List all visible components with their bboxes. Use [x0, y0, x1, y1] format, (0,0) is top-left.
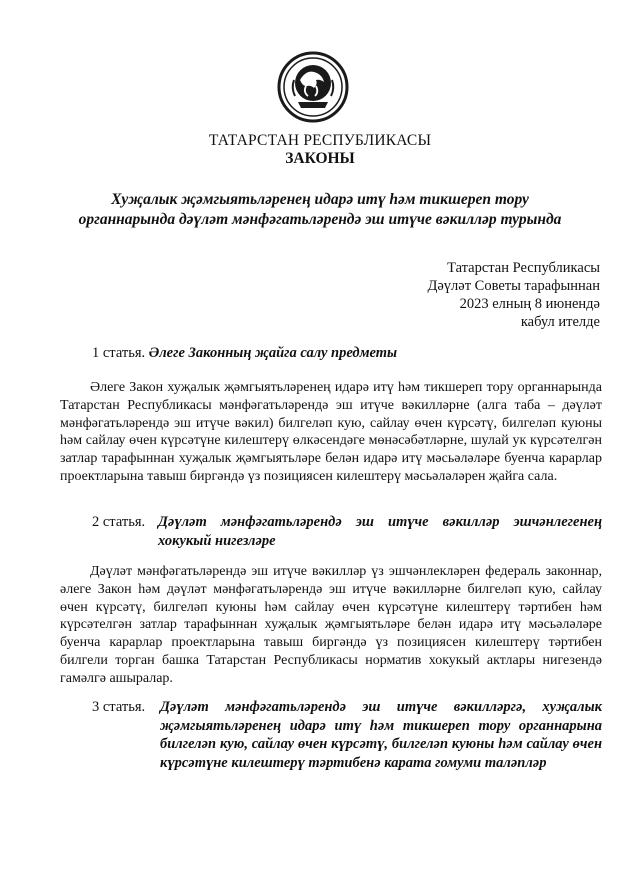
republic-heading: ТАТАРСТАН РЕСПУБЛИКАСЫ	[208, 132, 432, 149]
article-1-text: Әлеге Закон хуҗалык җәмгыятьләренең идарә итү һәм тикшереп тору органнарында Татарстан Республикасы мәнфәгатьләрендә эш итүче вәкилләрне (алга таба – дәүләт мәнфәгатьләрендә эш итүче вәкил) билгеләп кую, сайлау өчен күрсәтү, билгеләп куюны һәм сайлау өчен күрсәтүне килештерү өлкәсендәге мөнәсәбәтләрне, шулай ук күрсәтелгән затлар тарафыннан хуҗалык җәмгыятьләре белән идарә итү мәсьәләләре буенча карарлар проектларына тавыш биргәндә үз позициясен килештерү мәсьәләләрен җайга сала.	[60, 380, 602, 484]
article-3-heading	[92, 698, 602, 772]
article-1-title: Әлеге Законның җайга салу предметы	[148, 345, 398, 361]
adoption-line-3: 2023 елның 8 июнендә	[459, 296, 600, 312]
article-1-heading	[92, 344, 397, 362]
law-heading: ЗАКОНЫ	[285, 150, 355, 167]
law-title	[60, 190, 580, 230]
article-2-heading	[92, 513, 602, 550]
law-title-line-1: Хуҗалык җәмгыятьләренең идарә итү һәм тикшереп тору	[111, 191, 529, 208]
article-2-text: Дәүләт мәнфәгатьләрендә эш итүче вәкилләр үз эшчәнлекләрен федераль законнар, әлеге Закон һәм дәүләт мәнфәгатьләрендә эш итүче вәкилләрне билгеләп кую, сайлау өчен күрсәтү, билгеләп куюны һәм сайлау өчен күрсәтүне килештерү тәртибен һәм күрсәтелгән затлар тарафыннан хуҗалык җәмгыятьләре белән идарә итү мәсьәләләре буенча карарлар проектларына тавыш биргәндә үз позициясен килештерү тәртибен билгели торган башка Татарстан Республикасы норматив хокукый актлары нигезендә гамәлгә ашыралар.	[60, 564, 602, 686]
article-3-title: Дәүләт мәнфәгатьләрендә эш итүче вәкилләргә, хуҗалык җәмгыятьләренең идарә итү һәм тикшереп тору органнарына билгеләп кую, сайлау өчен күрсәтү, билгеләп куюны һәм сайлау өчен күрсәтүне килештерү тәртибенә карата гомуми таләпләр	[160, 699, 602, 771]
article-3-number: 3 статья.	[92, 699, 146, 715]
article-2-number: 2 статья.	[92, 514, 146, 530]
law-title-line-2: органнарында дәүләт мәнфәгатьләрендә эш итүче вәкилләр турында	[78, 211, 562, 228]
adoption-line-1: Татарстан Республикасы	[447, 260, 600, 276]
adoption-line-4: кабул ителде	[520, 314, 600, 330]
emblem-graphic	[276, 50, 350, 124]
article-1-number: 1 статья.	[92, 345, 146, 361]
adoption-note	[427, 259, 600, 331]
article-2-title: Дәүләт мәнфәгатьләрендә эш итүче вәкилләр эшчәнлегенең хокукый нигезләре	[158, 514, 602, 549]
adoption-line-2: Дәүләт Советы тарафыннан	[427, 278, 600, 294]
coat-of-arms-icon	[276, 50, 350, 124]
